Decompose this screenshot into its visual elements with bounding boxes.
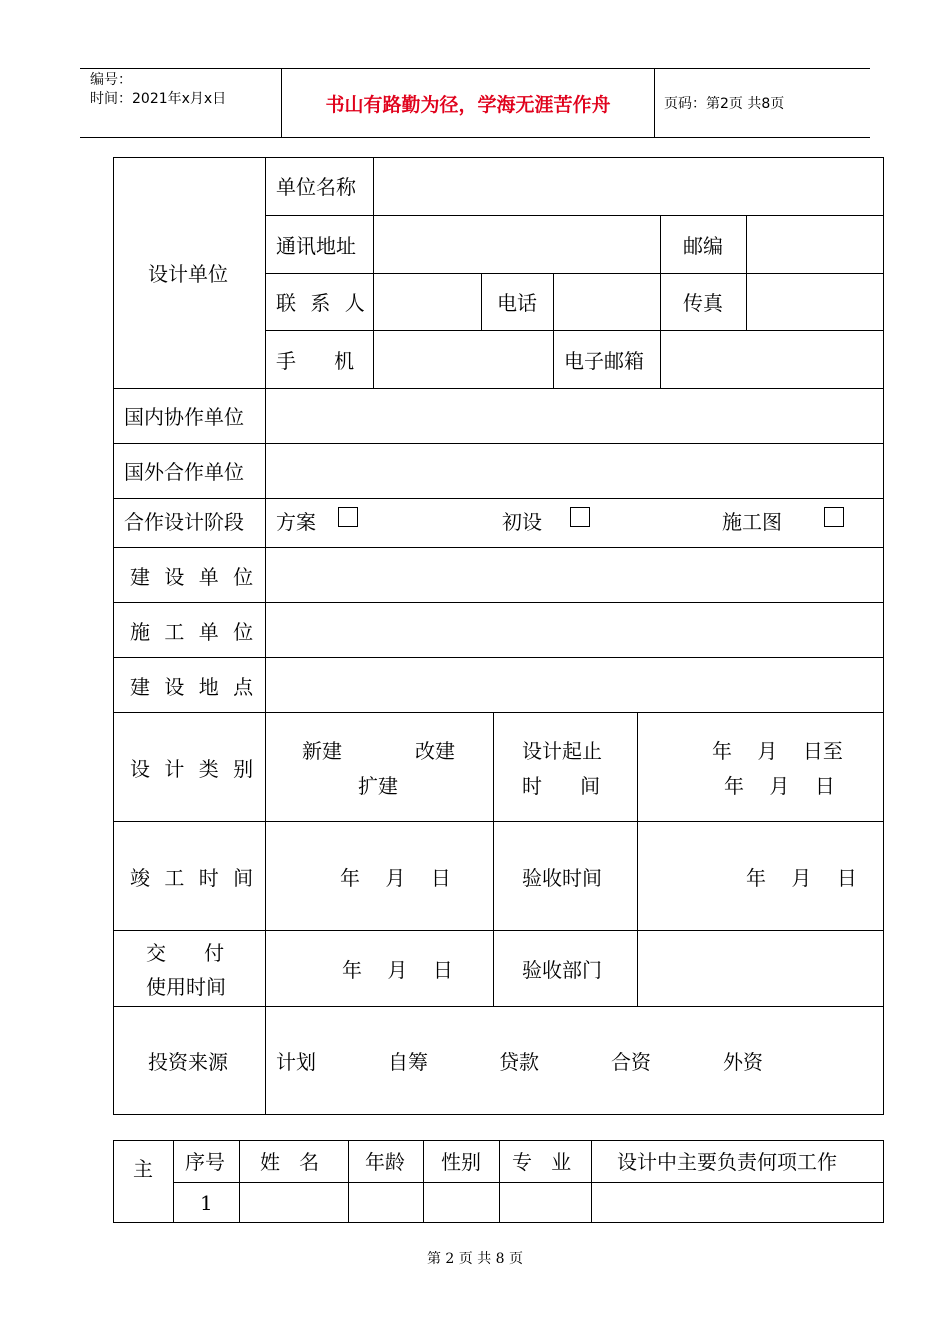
table-border (113, 1006, 884, 1007)
investment-plan: 计划 (276, 1050, 316, 1074)
unit-name-label: 单位名称 (276, 175, 356, 199)
acceptance-dept-label: 验收部门 (522, 958, 602, 982)
completion-time-label: 竣 工 时 间 (130, 866, 254, 890)
table-border (637, 712, 638, 1007)
table-border (113, 602, 884, 603)
table-border (660, 330, 661, 389)
header-cell: 性别 (441, 1150, 481, 1174)
table-border (660, 215, 661, 331)
delivery-label-1: 交 付 (146, 941, 225, 965)
investment-joint: 合资 (611, 1050, 651, 1074)
table-border (373, 157, 374, 389)
fax-label: 传真 (683, 291, 723, 315)
table-border (239, 1140, 240, 1223)
delivery-date: 年 月 日 (342, 958, 453, 982)
table-border (113, 657, 884, 658)
table-border (113, 498, 884, 499)
stage-construction-checkbox[interactable] (824, 507, 844, 527)
build-unit-label: 建 设 单 位 (130, 565, 254, 589)
table-border (883, 157, 884, 1115)
stage-scheme-label: 方案 (276, 510, 316, 534)
table-border (173, 1140, 174, 1223)
investment-self: 自筹 (388, 1050, 428, 1074)
stage-construction-label: 施工图 (722, 510, 782, 534)
design-period-label-1: 设计起止 (522, 739, 602, 763)
delivery-label-2: 使用时间 (146, 975, 226, 999)
contact-label: 联 系 人 (276, 291, 365, 315)
stage-label: 合作设计阶段 (124, 510, 244, 534)
acceptance-date: 年 月 日 (746, 866, 857, 890)
header-cell: 姓 名 (260, 1150, 320, 1174)
design-period-end: 年 月 日 (724, 774, 835, 798)
header-cell: 年龄 (365, 1150, 405, 1174)
completion-date: 年 月 日 (340, 866, 451, 890)
table-border (113, 1140, 114, 1223)
header-motto: 书山有路勤为径，学海无涯苦作舟 (325, 93, 611, 116)
header-cell: 设计中主要负责何项工作 (617, 1150, 837, 1174)
investment-foreign: 外资 (723, 1050, 763, 1074)
page-footer: 第 2 页 共 8 页 (426, 1251, 524, 1267)
table-border (113, 547, 884, 548)
design-category-label: 设 计 类 别 (130, 757, 254, 781)
table-border (348, 1140, 349, 1223)
header-meta (90, 71, 226, 109)
table-border (113, 1114, 884, 1115)
stage-prelim-checkbox[interactable] (570, 507, 590, 527)
design-period-label-2: 时 间 (522, 774, 601, 798)
foreign-partner-label: 国外合作单位 (124, 460, 244, 484)
table-border (265, 330, 884, 331)
table-border (265, 273, 884, 274)
table-border (553, 273, 554, 331)
acceptance-time-label: 验收时间 (522, 866, 602, 890)
table-row-index: 1 (200, 1191, 213, 1215)
table-border (746, 215, 747, 331)
table-border (883, 1140, 884, 1223)
table-border (113, 157, 884, 158)
table-border (113, 930, 884, 931)
stage-prelim-label: 初设 (502, 510, 542, 534)
staff-side-label: 主 (133, 1157, 153, 1181)
table-border (265, 157, 266, 1115)
header-cell: 专 业 (512, 1150, 572, 1174)
investment-source-label: 投资来源 (148, 1050, 228, 1074)
table-border (113, 712, 884, 713)
category-new: 新建 (302, 739, 342, 763)
document-number-label: 编号： (90, 72, 132, 88)
table-border (481, 273, 482, 331)
category-rebuild: 改建 (415, 739, 455, 763)
table-border (113, 821, 884, 822)
construction-unit-label: 施 工 单 位 (130, 620, 254, 644)
table-border (173, 1182, 884, 1183)
phone-label: 电话 (497, 291, 537, 315)
table-border (493, 712, 494, 1007)
document-time-label: 时间：2021年x月x日 (90, 91, 227, 107)
header-cell: 序号 (185, 1150, 225, 1174)
investment-loan: 贷款 (499, 1050, 539, 1074)
build-site-label: 建 设 地 点 (130, 675, 254, 699)
table-border (591, 1140, 592, 1223)
header-page-info: 页码：第2页 共8页 (664, 96, 785, 112)
header-divider (654, 69, 655, 137)
mobile-label: 手 机 (276, 349, 355, 373)
page-header (80, 68, 870, 138)
table-border (265, 215, 884, 216)
table-border (113, 443, 884, 444)
table-border (113, 157, 114, 1115)
table-border (423, 1140, 424, 1223)
design-unit-label: 设计单位 (148, 262, 228, 286)
table-border (553, 330, 554, 389)
email-label: 电子邮箱 (564, 349, 644, 373)
domestic-partner-label: 国内协作单位 (124, 405, 244, 429)
table-border (113, 388, 884, 389)
stage-scheme-checkbox[interactable] (338, 507, 358, 527)
address-label: 通讯地址 (276, 234, 356, 258)
table-border (499, 1140, 500, 1223)
design-period-start: 年 月 日至 (712, 739, 843, 763)
category-expand: 扩建 (358, 774, 398, 798)
postcode-label: 邮编 (683, 234, 723, 258)
